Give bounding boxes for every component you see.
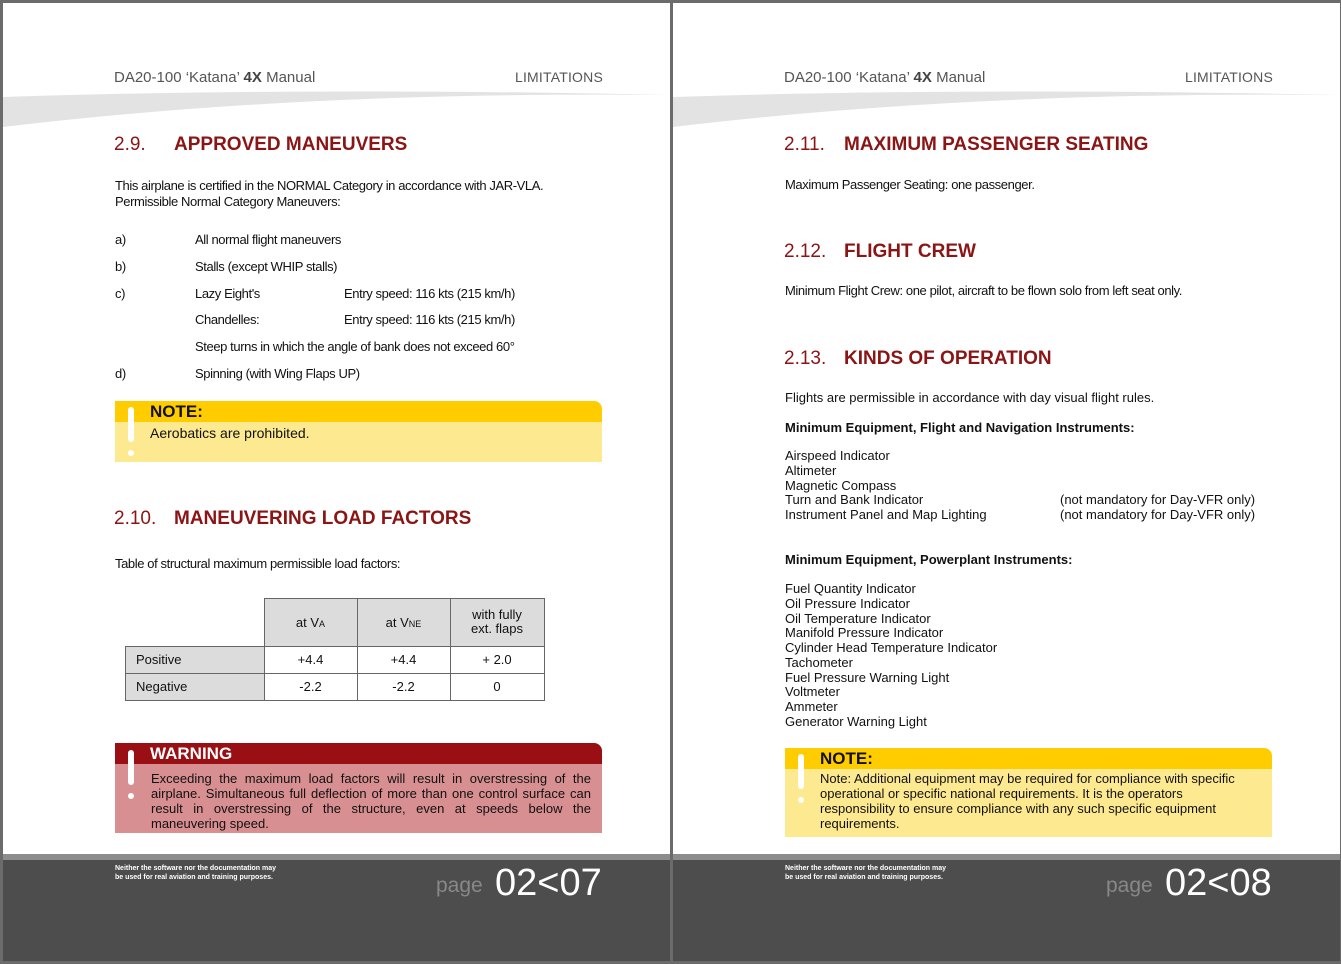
list-item: Fuel Quantity Indicator: [785, 581, 916, 596]
list-item: Ammeter: [785, 699, 838, 714]
manual-page-right: [673, 3, 1340, 961]
list-item-d: Spinning (with Wing Flaps UP): [195, 366, 360, 381]
intro-line-2: Permissible Normal Category Maneuvers:: [115, 194, 341, 209]
section-heading-2-12: [784, 241, 976, 263]
list-item-c-steep-turns: Steep turns in which the angle of bank does not exceed 60°: [195, 339, 515, 354]
note-box: [785, 748, 1272, 837]
load-factor-table: [125, 598, 545, 701]
exclamation-icon: [125, 407, 137, 457]
list-item: Cylinder Head Temperature Indicator: [785, 640, 998, 655]
header-manual-suffix: Manual: [266, 69, 316, 86]
section-number: 2.11.: [784, 134, 825, 155]
list-label-c: c): [115, 286, 126, 301]
entry-speed-chandelles: Entry speed: 116 kts (215 km/h): [344, 312, 515, 327]
note-text: Aerobatics are prohibited.: [150, 425, 310, 441]
section-heading-2-9: [114, 134, 407, 156]
list-item: Tachometer: [785, 654, 853, 670]
header-manual-variant: 4X: [913, 69, 932, 86]
page-number: 02<08: [1165, 862, 1272, 904]
list-label-a: a): [115, 232, 126, 247]
note-text: Note: Additional equipment may be required for compliance with specific operational or specific national requirements. It is the operators responsibility to ensure compliance with any such specific equipment requirements.: [820, 771, 1235, 831]
list-label-b: b): [115, 259, 126, 274]
list-item: Oil Temperature Indicator: [785, 610, 931, 626]
entry-speed-lazy-eights: Entry speed: 116 kts (215 km/h): [344, 286, 515, 301]
section-number: 2.10.: [114, 508, 157, 529]
section-title: MANEUVERING LOAD FACTORS: [174, 508, 472, 529]
page-footer: [3, 854, 670, 961]
list-item: Altimeter: [785, 462, 837, 478]
header-swoosh-graphic: [3, 87, 670, 127]
note-title: NOTE:: [820, 749, 873, 768]
list-item: Manifold Pressure Indicator: [785, 625, 944, 641]
list-item: Instrument Panel and Map Lighting (not mandatory for Day-VFR only): [785, 507, 1256, 523]
page-footer: [673, 854, 1340, 961]
powerplant-equipment-heading: Minimum Equipment, Powerplant Instruments:: [785, 552, 1073, 567]
header-manual-name: DA20-100 ‘Katana’: [784, 69, 910, 86]
list-item: Voltmeter: [785, 684, 840, 700]
section-number: 2.13.: [784, 348, 827, 369]
list-item-c-lazy-eights: Lazy Eight's: [195, 286, 260, 301]
exclamation-icon: [125, 750, 137, 800]
section-heading-2-10: [114, 508, 471, 530]
table-cell: +4.4: [264, 646, 357, 673]
running-header-chapter: LIMITATIONS: [1184, 69, 1273, 85]
flight-nav-equipment-heading: Minimum Equipment, Flight and Navigation Instruments:: [785, 420, 1135, 435]
column-header-vne: at VNE: [357, 599, 450, 647]
table-row: [126, 646, 545, 673]
header-manual-variant: 4X: [243, 69, 262, 86]
list-item: Turn and Bank Indicator (not mandatory for Day-VFR only): [785, 492, 1256, 508]
table-cell: 0: [450, 673, 544, 700]
warning-text: Exceeding the maximum load factors will result in overstressing of the airplane. Simultaneous full deflection of more than one control surface can result in overstressing of the structure, even at speeds below the maneuvering speed.: [151, 771, 591, 831]
warning-title: WARNING: [150, 744, 233, 763]
item-note: (not mandatory for Day-VFR only): [1060, 492, 1256, 508]
section-heading-2-11: [784, 134, 1148, 156]
footer-disclaimer: Neither the software nor the documentation may be used for real aviation and training purposes.: [785, 865, 947, 881]
header-manual-name: DA20-100 ‘Katana’: [114, 69, 240, 86]
operation-intro: Flights are permissible in accordance with day visual flight rules.: [785, 390, 1155, 405]
running-header-chapter: LIMITATIONS: [514, 69, 603, 85]
list-item: Oil Pressure Indicator: [785, 595, 910, 611]
running-header-title: [784, 69, 985, 86]
table-row: [126, 673, 545, 700]
table-header-row: [126, 599, 545, 647]
header-manual-suffix: Manual: [936, 69, 986, 86]
table-cell: -2.2: [264, 673, 357, 700]
exclamation-icon: [795, 754, 807, 804]
row-label-positive: Positive: [126, 646, 265, 673]
section-title: MAXIMUM PASSENGER SEATING: [844, 134, 1149, 155]
list-item-a: All normal flight maneuvers: [195, 232, 341, 247]
list-item: Magnetic Compass: [785, 477, 897, 493]
table-cell: -2.2: [357, 673, 450, 700]
note-box: [115, 401, 602, 462]
list-item-c-chandelles: Chandelles:: [195, 312, 260, 327]
manual-page-left: [3, 3, 670, 961]
list-item: Airspeed Indicator: [785, 448, 890, 463]
running-header-title: [114, 69, 315, 86]
load-factor-table-caption: Table of structural maximum permissible load factors:: [115, 556, 401, 571]
section-number: 2.12.: [784, 241, 827, 262]
note-title: NOTE:: [150, 402, 203, 421]
intro-line-1: This airplane is certified in the NORMAL Category in accordance with JAR-VLA.: [115, 178, 544, 193]
warning-box: [115, 743, 602, 833]
section-number: 2.9.: [114, 134, 146, 155]
passenger-seating-text: Maximum Passenger Seating: one passenger.: [785, 177, 1035, 192]
flight-nav-equipment-list: [785, 449, 1265, 523]
table-cell: +4.4: [357, 646, 450, 673]
flight-crew-text: Minimum Flight Crew: one pilot, aircraft to be flown solo from left seat only.: [785, 283, 1183, 298]
column-header-flaps: with fully ext. flaps: [450, 599, 544, 647]
list-label-d: d): [115, 366, 126, 381]
section-title: FLIGHT CREW: [844, 241, 976, 262]
column-header-va: at VA: [264, 599, 357, 647]
header-swoosh-graphic: [673, 87, 1340, 127]
list-item-b: Stalls (except WHIP stalls): [195, 259, 338, 274]
page-label: page: [436, 874, 483, 897]
row-label-negative: Negative: [126, 673, 265, 700]
table-corner-cell: [126, 599, 265, 647]
section-title: KINDS OF OPERATION: [844, 348, 1052, 369]
powerplant-equipment-list: [785, 582, 997, 730]
section-heading-2-13: [784, 348, 1052, 370]
footer-disclaimer: Neither the software nor the documentation may be used for real aviation and training purposes.: [115, 865, 277, 881]
item-note: (not mandatory for Day-VFR only): [1060, 507, 1256, 523]
page-number: 02<07: [495, 862, 602, 904]
page-label: page: [1106, 874, 1153, 897]
table-cell: + 2.0: [450, 646, 544, 673]
list-item: Fuel Pressure Warning Light: [785, 669, 950, 685]
list-item: Generator Warning Light: [785, 713, 927, 729]
section-title: APPROVED MANEUVERS: [174, 134, 408, 155]
